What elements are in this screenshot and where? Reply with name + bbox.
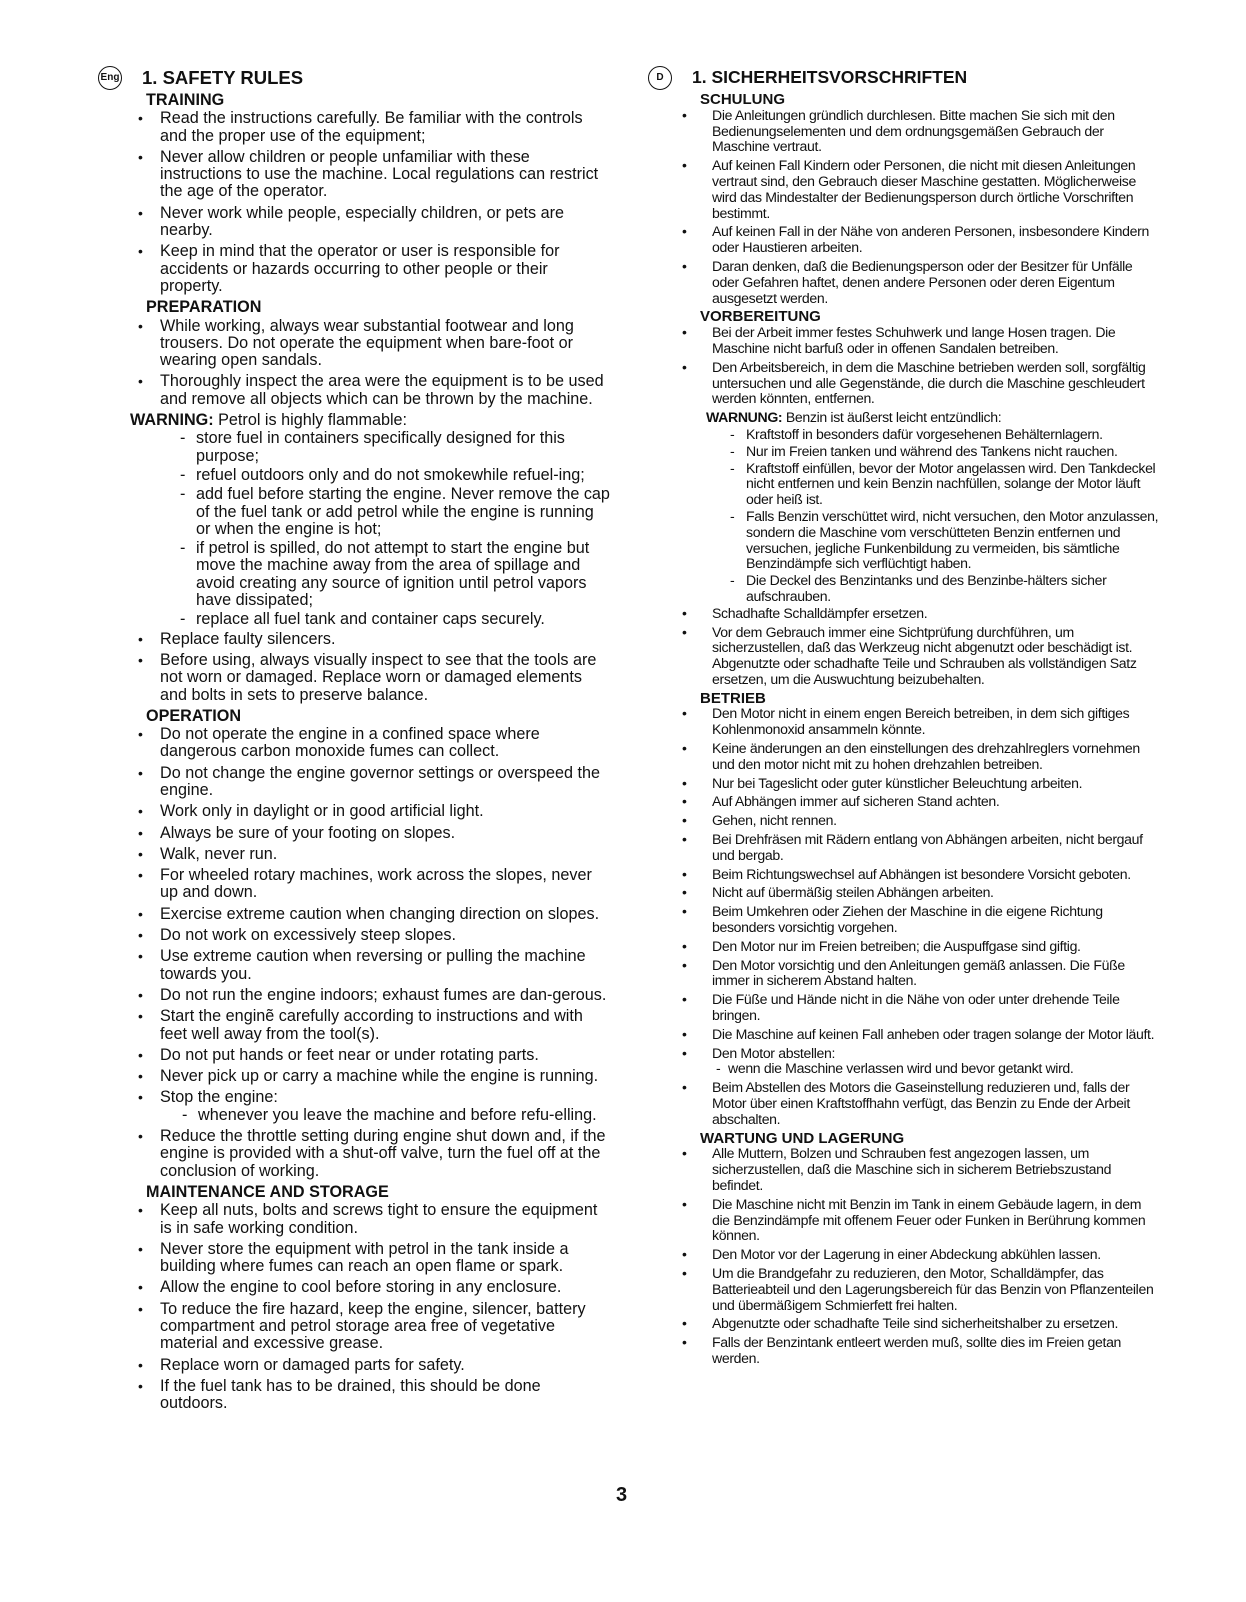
list-item: • Keep in mind that the operator or user is responsible for accidents or hazards occurring to other people or their property.: [98, 243, 610, 295]
subsection-heading: BETRIEB: [700, 689, 766, 707]
dash-list: [648, 1061, 1160, 1077]
list-item: • Den Motor nicht in einem engen Bereich betreiben, in dem sich giftiges Kohlenmonoxid ansammeln könnte.: [648, 706, 1160, 738]
list-item: - Die Deckel des Benzintanks und des Benzinbe-hälters sicher aufschrauben.: [648, 573, 1160, 605]
list-item: - add fuel before starting the engine. Never remove the cap of the fuel tank or add petrol while the engine is running or when the engine is hot;: [98, 486, 610, 538]
list-item: - Kraftstoff in besonders dafür vorgesehenen Behälternlagern.: [648, 427, 1160, 443]
section-header: [98, 66, 610, 90]
list-item: - store fuel in containers specifically designed for this purpose;: [98, 430, 610, 465]
bullet-list: [648, 706, 1160, 1127]
list-item: • Exercise extreme caution when changing direction on slopes.: [98, 906, 610, 923]
list-item: • Replace faulty silencers.: [98, 631, 610, 648]
list-item: • Keine änderungen an den einstellungen des drehzahlreglers vornehmen und den motor nicht mit zu hohen drehzahlen betreiben.: [648, 741, 1160, 773]
list-item: • Beim Richtungswechsel auf Abhängen ist besondere Vorsicht geboten.: [648, 867, 1160, 883]
list-item: • Den Motor vor der Lagerung in einer Abdeckung abkühlen lassen.: [648, 1247, 1160, 1263]
warning-line: [130, 412, 610, 429]
section-header: [648, 66, 1160, 90]
bullet-list: [648, 606, 1160, 688]
list-item: [648, 1046, 1160, 1078]
list-item: • Bei Drehfräsen mit Rädern entlang von Abhängen arbeiten, nicht bergauf und bergab.: [648, 832, 1160, 864]
list-item: • Vor dem Gebrauch immer eine Sichtprüfung durchführen, um sicherzustellen, daß das Werkzeug nicht abgenutzt oder beschädigt ist. Abgenutzte oder schadhafte Teile und Schrauben als vollständigen Satz ersetzen, um die Auswuchtung beizubehalten.: [648, 625, 1160, 688]
list-item: - if petrol is spilled, do not attempt to start the engine but move the machine away from the area of spillage and avoid creating any source of ignition until petrol vapors have dissipated;: [98, 540, 610, 609]
list-item: • If the fuel tank has to be drained, this should be done outdoors.: [98, 1378, 610, 1413]
bullet-list: [98, 726, 610, 1180]
list-item: - refuel outdoors only and do not smokewhile refuel-ing;: [98, 467, 610, 484]
list-item: • Do not change the engine governor settings or overspeed the engine.: [98, 765, 610, 800]
subsection-heading: MAINTENANCE AND STORAGE: [146, 1182, 389, 1201]
list-item: • Reduce the throttle setting during engine shut down and, if the engine is provided with a shut-off valve, turn the fuel off at the conclusion of working.: [98, 1128, 610, 1180]
language-badge-icon: D: [648, 66, 672, 90]
list-item: • Die Maschine auf keinen Fall anheben oder tragen solange der Motor läuft.: [648, 1027, 1160, 1043]
list-item: • Use extreme caution when reversing or pulling the machine towards you.: [98, 948, 610, 983]
list-item: • Falls der Benzintank entleert werden muß, sollte dies im Freien getan werden.: [648, 1335, 1160, 1367]
warning-text: Benzin ist äußerst leicht entzündlich:: [785, 409, 1002, 426]
list-item: • Never allow children or people unfamiliar with these instructions to use the machine. Local regulations can restrict the age of the operator.: [98, 149, 610, 201]
list-item: • Nur bei Tageslicht oder guter künstlicher Beleuchtung arbeiten.: [648, 776, 1160, 792]
list-item: • Walk, never run.: [98, 846, 610, 863]
list-item: • Beim Abstellen des Motors die Gaseinstellung reduzieren und, falls der Motor über einen Kraftstoffhahn verfügt, das Benzin zu Ende der Arbeit abschalten.: [648, 1080, 1160, 1127]
english-column: [98, 66, 610, 1416]
list-item: • Thoroughly inspect the area were the equipment is to be used and remove all objects which can be thrown by the machine.: [98, 373, 610, 408]
subsection-heading: PREPARATION: [146, 298, 262, 317]
warning-label: WARNING:: [130, 411, 214, 430]
stop-engine-text: • Stop the engine:: [160, 1088, 278, 1107]
list-item: - replace all fuel tank and container caps securely.: [98, 611, 610, 628]
section-title: 1. SICHERHEITSVORSCHRIFTEN: [692, 67, 968, 88]
list-item: - whenever you leave the machine and before refu-elling.: [98, 1107, 610, 1124]
list-item: • Den Motor vorsichtig und den Anleitungen gemäß anlassen. Die Füße immer in sicherem Abstand halten.: [648, 958, 1160, 990]
subsection-heading: OPERATION: [146, 706, 242, 725]
list-item: • Do not put hands or feet near or under rotating parts.: [98, 1047, 610, 1064]
dash-list: [98, 1107, 610, 1124]
section-title: 1. SAFETY RULES: [142, 67, 304, 89]
bullet-list: [98, 110, 610, 295]
subsection-heading: VORBEREITUNG: [700, 308, 821, 326]
list-item: • Do not operate the engine in a confined space where dangerous carbon monoxide fumes can collect.: [98, 726, 610, 761]
list-item: • While working, always wear substantial footwear and long trousers. Do not operate the equipment when bare-foot or wearing open sandals.: [98, 318, 610, 370]
subsection-heading: TRAINING: [146, 91, 225, 109]
list-item: • Do not run the engine indoors; exhaust fumes are dan-gerous.: [98, 987, 610, 1004]
list-item: • Nicht auf übermäßig steilen Abhängen arbeiten.: [648, 885, 1160, 901]
bullet-list: [648, 325, 1160, 407]
list-item: • Die Maschine nicht mit Benzin im Tank in einem Gebäude lagern, in dem die Benzindämpfe mit offenem Feuer oder Funken in Berührung kommen können.: [648, 1197, 1160, 1244]
warning-label: WARNUNG:: [706, 409, 783, 426]
list-item: • Start the enginẽ carefully according to instructions and with feet well away from the tool(s).: [98, 1008, 610, 1043]
list-item: • Do not work on excessively steep slopes.: [98, 927, 610, 944]
bullet-list: [98, 318, 610, 408]
list-item: • Schadhafte Schalldämpfer ersetzen.: [648, 606, 1160, 622]
list-item: • Never pick up or carry a machine while the engine is running.: [98, 1068, 610, 1085]
list-item: • Never store the equipment with petrol in the tank inside a building where fumes can reach an open flame or spark.: [98, 1241, 610, 1276]
language-badge-icon: Eng: [98, 66, 122, 90]
dash-list: [648, 427, 1160, 605]
list-item: • Never work while people, especially children, or pets are nearby.: [98, 205, 610, 240]
list-item: • Auf Abhängen immer auf sicheren Stand achten.: [648, 794, 1160, 810]
list-item: • Allow the engine to cool before storing in any enclosure.: [98, 1279, 610, 1296]
subsection-heading: WARTUNG UND LAGERUNG: [700, 1129, 905, 1147]
bullet-list: [98, 631, 610, 704]
list-item: • Den Arbeitsbereich, in dem die Maschine betrieben werden soll, sorgfältig untersuchen und alle Gegenstände, die durch die Maschine geschleudert werden könnten, entfernen.: [648, 360, 1160, 407]
dash-list: [98, 430, 610, 628]
list-item: • Keep all nuts, bolts and screws tight to ensure the equipment is in safe working condition.: [98, 1202, 610, 1237]
page-number: 3: [616, 1484, 628, 1506]
bullet-list: [648, 1146, 1160, 1366]
list-item: • Abgenutzte oder schadhafte Teile sind sicherheitshalber zu ersetzen.: [648, 1316, 1160, 1332]
list-item: • Before using, always visually inspect to see that the tools are not worn or damaged. Replace worn or damaged elements and bolts in sets to preserve balance.: [98, 652, 610, 704]
subsection-heading: SCHULUNG: [700, 91, 785, 108]
list-item: • Den Motor nur im Freien betreiben; die Auspuffgase sind giftig.: [648, 939, 1160, 955]
list-item: • Um die Brandgefahr zu reduzieren, den Motor, Schalldämpfer, das Batterieabteil und den Lagerungsbereich für das Benzin von Pflanzenteilen und übermäßigem Schmierfett frei halten.: [648, 1266, 1160, 1313]
list-item: - Falls Benzin verschüttet wird, nicht versuchen, den Motor anzulassen, sondern die Maschine vom verschütteten Benzin entfernen und versuchen, jegliche Funkenbildung zu vermeiden, bis sämtliche Benzindämpfe sich verflüchtigt haben.: [648, 509, 1160, 572]
list-item: [98, 1089, 610, 1124]
list-item: • For wheeled rotary machines, work across the slopes, never up and down.: [98, 867, 610, 902]
list-item: • To reduce the fire hazard, keep the engine, silencer, battery compartment and petrol storage area free of vegetative material and excessive grease.: [98, 1301, 610, 1353]
warning-text: Petrol is highly flammable:: [218, 411, 408, 430]
list-item: • Work only in daylight or in good artificial light.: [98, 803, 610, 820]
list-item: • Alle Muttern, Bolzen und Schrauben fest angezogen lassen, um sicherzustellen, daß die Maschine sich in sicherem Betriebszustand befindet.: [648, 1146, 1160, 1193]
list-item: • Gehen, nicht rennen.: [648, 813, 1160, 829]
list-item: • Read the instructions carefully. Be familiar with the controls and the proper use of the equipment;: [98, 110, 610, 145]
list-item: • Replace worn or damaged parts for safety.: [98, 1357, 610, 1374]
list-item: • Always be sure of your footing on slopes.: [98, 825, 610, 842]
list-item: • Bei der Arbeit immer festes Schuhwerk und lange Hosen tragen. Die Maschine nicht barfuß oder in offenen Sandalen betreiben.: [648, 325, 1160, 357]
list-item: • Daran denken, daß die Bedienungsperson oder der Besitzer für Unfälle oder Gefahren haftet, denen andere Personen oder deren Eigentum ausgesetzt werden.: [648, 259, 1160, 306]
warning-line: [706, 410, 1160, 426]
list-item: • Auf keinen Fall Kindern oder Personen, die nicht mit diesen Anleitungen vertraut sind, den Gebrauch dieser Maschine gestatten. Möglicherweise wird das Mindestalter der Bedienungsperson durch örtliche Vorschriften bestimmt.: [648, 158, 1160, 221]
list-item: - wenn die Maschine verlassen wird und bevor getankt wird.: [648, 1061, 1160, 1077]
list-item: • Auf keinen Fall in der Nähe von anderen Personen, insbesondere Kindern oder Haustieren arbeiten.: [648, 224, 1160, 256]
bullet-list: [98, 1202, 610, 1412]
list-item: • Die Anleitungen gründlich durchlesen. Bitte machen Sie sich mit den Bedienungselementen und dem ordnungsgemäßen Gebrauch der Maschine vertraut.: [648, 108, 1160, 155]
bullet-list: [648, 108, 1160, 307]
stop-engine-text: • Den Motor abstellen:: [712, 1044, 836, 1061]
list-item: • Die Füße und Hände nicht in die Nähe von oder unter drehende Teile bringen.: [648, 992, 1160, 1024]
german-column: [648, 66, 1160, 1370]
list-item: - Kraftstoff einfüllen, bevor der Motor angelassen wird. Den Tankdeckel nicht entfernen und kein Benzin nachfüllen, solange der Motor läuft oder heiß ist.: [648, 461, 1160, 508]
list-item: - Nur im Freien tanken und während des Tankens nicht rauchen.: [648, 444, 1160, 460]
list-item: • Beim Umkehren oder Ziehen der Maschine in die eigene Richtung besonders vorsichtig vorgehen.: [648, 904, 1160, 936]
